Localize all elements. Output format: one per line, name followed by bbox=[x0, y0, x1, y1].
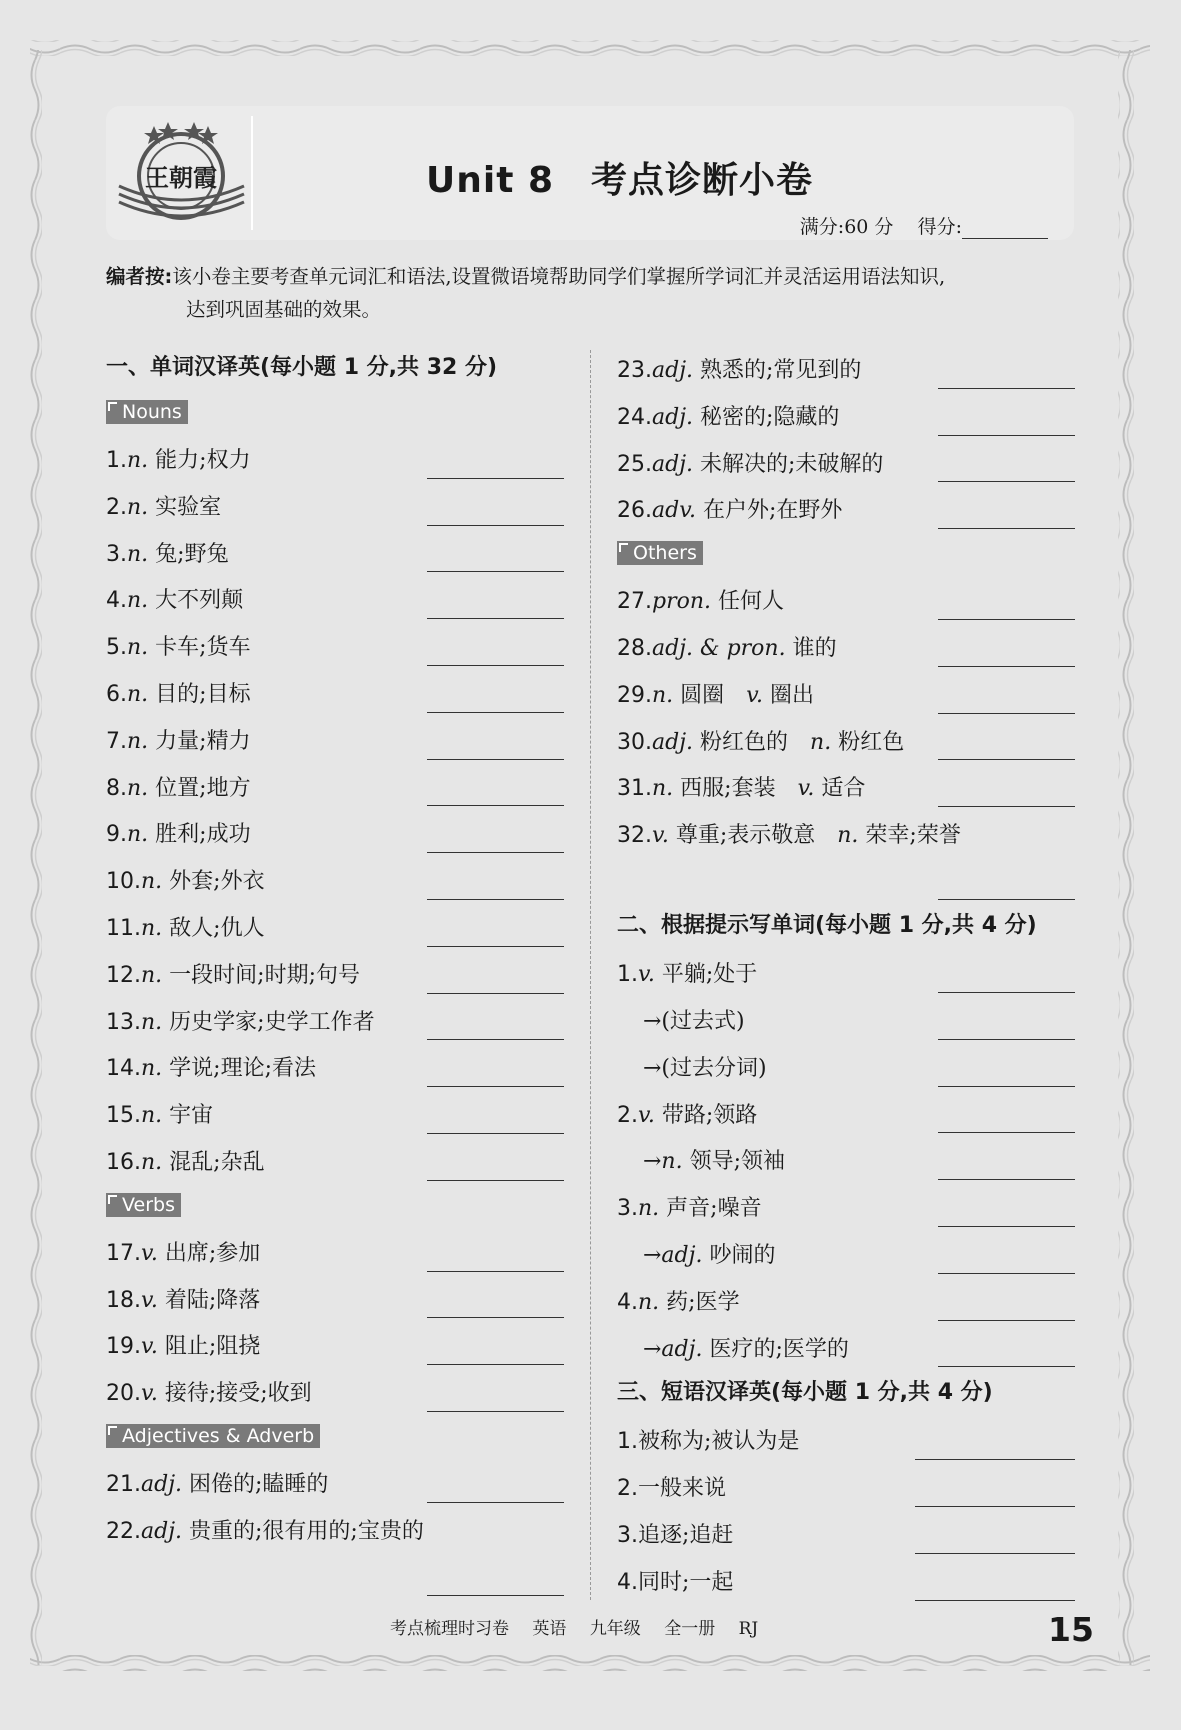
question-item bbox=[617, 1046, 1075, 1093]
question-text: 敌人;仇人 bbox=[169, 915, 265, 941]
answer-blank[interactable] bbox=[427, 1133, 564, 1134]
question-number: 1. bbox=[617, 1429, 638, 1455]
answer-blank[interactable] bbox=[938, 1132, 1075, 1133]
question-text: 胜利;成功 bbox=[155, 822, 251, 848]
question-number: 29. bbox=[617, 682, 652, 708]
question-number: 2. bbox=[617, 1102, 638, 1128]
part-of-speech: n. bbox=[127, 775, 149, 801]
part-of-speech: n. bbox=[127, 541, 149, 567]
part-of-speech: n. bbox=[127, 448, 149, 473]
question-number: 3. bbox=[617, 1196, 638, 1222]
question-text: →(过去分词) bbox=[643, 1055, 767, 1081]
footer-grade: 九年级 bbox=[589, 1619, 641, 1639]
score-line bbox=[800, 212, 1048, 239]
answer-blank[interactable] bbox=[427, 759, 564, 760]
page-title: Unit 8 考点诊断小卷 bbox=[426, 160, 813, 201]
others-list bbox=[617, 579, 1075, 906]
question-item bbox=[617, 1186, 1075, 1233]
question-number: 17. bbox=[106, 1240, 141, 1266]
question-item bbox=[106, 906, 564, 953]
section3-list bbox=[617, 1419, 1075, 1606]
adjectives-list-right bbox=[617, 348, 1075, 535]
part-of-speech: n. bbox=[638, 1196, 660, 1222]
question-number: 21. bbox=[106, 1471, 141, 1497]
question-item bbox=[617, 1560, 1075, 1607]
question-item bbox=[617, 1280, 1075, 1327]
part-of-speech: v. bbox=[141, 1240, 158, 1266]
nouns-list bbox=[106, 438, 564, 1187]
question-item bbox=[106, 1278, 564, 1325]
nouns-tag: Nouns bbox=[106, 400, 188, 424]
note-line1: 该小卷主要考查单元词汇和语法,设置微语境帮助同学们掌握所学词汇并灵活运用语法知识, bbox=[172, 265, 946, 288]
answer-blank[interactable] bbox=[915, 1459, 1075, 1460]
left-column bbox=[106, 348, 564, 1602]
others-tag: Others bbox=[617, 541, 703, 565]
question-text: 声音;噪音 bbox=[666, 1196, 762, 1222]
answer-blank[interactable] bbox=[427, 1271, 564, 1272]
part-of-speech: →n. bbox=[643, 1149, 683, 1175]
logo-text: 王朝霞 bbox=[145, 163, 217, 192]
question-item bbox=[617, 442, 1075, 489]
question-number: 4. bbox=[617, 1289, 638, 1315]
answer-blank[interactable] bbox=[915, 1553, 1075, 1554]
question-text: 一般来说 bbox=[638, 1476, 727, 1502]
question-item bbox=[617, 488, 1075, 535]
part-of-speech: adj. bbox=[141, 1518, 183, 1544]
question-item bbox=[617, 720, 1075, 767]
question-number: 26. bbox=[617, 498, 652, 524]
question-number: 16. bbox=[106, 1149, 141, 1175]
question-item bbox=[617, 952, 1075, 999]
question-text: 吵闹的 bbox=[709, 1242, 776, 1268]
question-item bbox=[106, 438, 564, 485]
question-text: 阻止;阻挠 bbox=[164, 1334, 261, 1360]
question-text: 医疗的;医学的 bbox=[709, 1336, 849, 1362]
question-item bbox=[617, 1233, 1075, 1280]
answer-blank[interactable] bbox=[427, 665, 564, 666]
score-blank[interactable] bbox=[962, 220, 1048, 239]
question-number: 10. bbox=[106, 869, 141, 895]
logo-seal-icon bbox=[114, 114, 249, 234]
part-of-speech: n. bbox=[652, 682, 674, 708]
question-number: 12. bbox=[106, 962, 141, 988]
answer-blank[interactable] bbox=[938, 806, 1075, 807]
part-of-speech: n. bbox=[141, 1009, 163, 1035]
question-text: 宇宙 bbox=[169, 1103, 214, 1129]
question-item bbox=[617, 348, 1075, 395]
part-of-speech: adj. bbox=[652, 451, 694, 477]
part-of-speech: n. bbox=[141, 1103, 163, 1129]
answer-blank[interactable] bbox=[938, 713, 1075, 714]
question-number: 19. bbox=[106, 1334, 141, 1360]
question-text: 领导;领袖 bbox=[689, 1149, 786, 1175]
question-text-2: 荣幸;荣誉 bbox=[865, 823, 961, 849]
question-text: 追逐;追赶 bbox=[638, 1522, 734, 1548]
question-text: 熟悉的;常见到的 bbox=[700, 358, 862, 383]
question-number: 6. bbox=[106, 681, 127, 707]
question-number: 14. bbox=[106, 1056, 141, 1082]
question-text: 接待;接受;收到 bbox=[164, 1381, 312, 1407]
question-item bbox=[106, 578, 564, 625]
question-item bbox=[106, 812, 564, 859]
question-item bbox=[106, 859, 564, 906]
answer-blank[interactable] bbox=[427, 1595, 564, 1596]
question-item bbox=[106, 719, 564, 766]
question-item bbox=[617, 1419, 1075, 1466]
part-of-speech: n. bbox=[141, 915, 163, 941]
footer-volume: 全一册 bbox=[664, 1619, 716, 1639]
question-item bbox=[106, 1000, 564, 1047]
question-item bbox=[106, 1509, 564, 1602]
question-number: 23. bbox=[617, 358, 652, 383]
question-text: 兔;野兔 bbox=[155, 541, 229, 567]
answer-blank[interactable] bbox=[938, 388, 1075, 389]
question-text: 出席;参加 bbox=[164, 1240, 261, 1266]
question-text: 历史学家;史学工作者 bbox=[169, 1009, 375, 1035]
adjectives-tag: Adjectives & Adverb bbox=[106, 1424, 320, 1448]
page-number: 15 bbox=[1048, 1610, 1094, 1649]
note-line2: 达到巩固基础的效果。 bbox=[186, 298, 382, 321]
question-item bbox=[617, 579, 1075, 626]
question-item bbox=[106, 485, 564, 532]
verbs-tag: Verbs bbox=[106, 1193, 181, 1217]
part-of-speech: →adj. bbox=[643, 1242, 703, 1268]
question-number: 20. bbox=[106, 1381, 141, 1407]
section1-title: 一、单词汉译英(每小题 1 分,共 32 分) bbox=[106, 355, 498, 380]
question-item bbox=[106, 1231, 564, 1278]
question-text: 位置;地方 bbox=[155, 775, 251, 801]
question-item bbox=[106, 1371, 564, 1418]
part-of-speech: n. bbox=[127, 588, 149, 614]
footer bbox=[390, 1614, 776, 1639]
question-number: 1. bbox=[617, 962, 638, 988]
question-text: 大不列颠 bbox=[155, 588, 244, 614]
question-item bbox=[617, 395, 1075, 442]
question-text: 粉红色的 bbox=[700, 729, 789, 755]
answer-blank[interactable] bbox=[915, 1600, 1075, 1601]
question-number: 8. bbox=[106, 775, 127, 801]
part-of-speech: →adj. bbox=[643, 1336, 703, 1362]
part-of-speech-2: n. bbox=[810, 729, 832, 755]
question-number: 11. bbox=[106, 915, 141, 941]
answer-blank[interactable] bbox=[427, 525, 564, 526]
question-item bbox=[106, 1093, 564, 1140]
question-number: 3. bbox=[617, 1522, 638, 1548]
answer-blank[interactable] bbox=[938, 435, 1075, 436]
verbs-list bbox=[106, 1231, 564, 1418]
question-item bbox=[617, 673, 1075, 720]
answer-blank[interactable] bbox=[427, 852, 564, 853]
question-text: 实验室 bbox=[155, 494, 222, 520]
part-of-speech: adj. & pron. bbox=[652, 635, 786, 661]
answer-blank[interactable] bbox=[427, 1502, 564, 1503]
footer-series: 考点梳理时习卷 bbox=[390, 1619, 509, 1639]
answer-blank[interactable] bbox=[938, 481, 1075, 482]
question-number: 27. bbox=[617, 589, 652, 615]
question-item bbox=[106, 953, 564, 1000]
part-of-speech: v. bbox=[141, 1334, 158, 1360]
question-item bbox=[617, 766, 1075, 813]
question-item bbox=[617, 1093, 1075, 1140]
question-item bbox=[617, 1139, 1075, 1186]
header-banner bbox=[106, 106, 1074, 240]
question-number: 4. bbox=[106, 588, 127, 614]
part-of-speech: n. bbox=[638, 1289, 660, 1315]
question-text: 尊重;表示敬意 bbox=[675, 823, 816, 849]
header-divider bbox=[251, 116, 253, 230]
answer-blank[interactable] bbox=[427, 805, 564, 806]
question-text-2: 圈出 bbox=[770, 682, 815, 708]
question-text: 能力;权力 bbox=[155, 448, 251, 473]
section3-title: 三、短语汉译英(每小题 1 分,共 4 分) bbox=[617, 1380, 993, 1406]
part-of-speech: adj. bbox=[652, 404, 694, 430]
question-item bbox=[617, 1513, 1075, 1560]
part-of-speech: adj. bbox=[652, 729, 694, 755]
question-number: 2. bbox=[106, 494, 127, 520]
answer-blank[interactable] bbox=[427, 993, 564, 994]
answer-blank[interactable] bbox=[938, 1039, 1075, 1040]
answer-blank[interactable] bbox=[427, 571, 564, 572]
part-of-speech: adj. bbox=[141, 1471, 183, 1497]
part-of-speech-2: v. bbox=[797, 776, 815, 802]
question-number: 25. bbox=[617, 451, 652, 477]
answer-blank[interactable] bbox=[427, 478, 564, 479]
question-number: 3. bbox=[106, 541, 127, 567]
question-item bbox=[106, 1462, 564, 1509]
question-text: 卡车;货车 bbox=[155, 635, 251, 661]
question-number: 1. bbox=[106, 448, 127, 473]
answer-blank[interactable] bbox=[938, 1366, 1075, 1367]
question-number: 22. bbox=[106, 1518, 141, 1544]
footer-edition: RJ bbox=[738, 1619, 759, 1639]
question-number: 9. bbox=[106, 822, 127, 848]
question-text: 力量;精力 bbox=[155, 728, 251, 754]
answer-blank[interactable] bbox=[427, 1180, 564, 1181]
part-of-speech: n. bbox=[652, 776, 674, 802]
question-number: 24. bbox=[617, 404, 652, 430]
question-item bbox=[617, 1327, 1075, 1374]
editor-note bbox=[106, 260, 1081, 326]
part-of-speech: n. bbox=[141, 1149, 163, 1175]
answer-blank[interactable] bbox=[427, 1411, 564, 1412]
question-text: 贵重的;很有用的;宝贵的 bbox=[189, 1518, 424, 1544]
question-item bbox=[106, 532, 564, 579]
answer-blank[interactable] bbox=[427, 946, 564, 947]
question-item bbox=[617, 626, 1075, 673]
question-text: 着陆;降落 bbox=[164, 1287, 261, 1313]
question-text: 学说;理论;看法 bbox=[169, 1056, 316, 1082]
part-of-speech: n. bbox=[141, 962, 163, 988]
question-number: 2. bbox=[617, 1476, 638, 1502]
answer-blank[interactable] bbox=[427, 1086, 564, 1087]
question-text: 秘密的;隐藏的 bbox=[700, 404, 840, 430]
question-text: 目的;目标 bbox=[155, 681, 251, 707]
answer-blank[interactable] bbox=[938, 1273, 1075, 1274]
part-of-speech: adj. bbox=[652, 358, 694, 383]
answer-blank[interactable] bbox=[938, 1086, 1075, 1087]
footer-subject: 英语 bbox=[532, 1619, 567, 1639]
question-number: 15. bbox=[106, 1103, 141, 1129]
answer-blank[interactable] bbox=[938, 992, 1075, 993]
right-column bbox=[617, 348, 1075, 1607]
question-number: 18. bbox=[106, 1287, 141, 1313]
question-item bbox=[617, 999, 1075, 1046]
question-item bbox=[106, 1046, 564, 1093]
question-text: 混乱;杂乱 bbox=[169, 1149, 265, 1175]
question-text: 困倦的;瞌睡的 bbox=[189, 1471, 329, 1497]
part-of-speech: n. bbox=[141, 869, 163, 895]
question-number: 30. bbox=[617, 729, 652, 755]
question-item bbox=[106, 766, 564, 813]
question-item bbox=[106, 625, 564, 672]
section2-list bbox=[617, 952, 1075, 1373]
question-number: 28. bbox=[617, 635, 652, 661]
column-divider bbox=[590, 350, 591, 1600]
score-label: 得分: bbox=[917, 216, 962, 238]
part-of-speech: v. bbox=[652, 823, 669, 849]
answer-blank[interactable] bbox=[938, 666, 1075, 667]
note-label: 编者按: bbox=[106, 265, 173, 288]
question-text-2: 适合 bbox=[821, 776, 866, 802]
adjectives-list-left bbox=[106, 1462, 564, 1602]
answer-blank[interactable] bbox=[915, 1506, 1075, 1507]
part-of-speech: n. bbox=[127, 494, 149, 520]
question-item bbox=[106, 672, 564, 719]
answer-blank[interactable] bbox=[427, 1364, 564, 1365]
question-text: 被称为;被认为是 bbox=[638, 1429, 800, 1455]
part-of-speech: n. bbox=[127, 681, 149, 707]
question-text: 一段时间;时期;句号 bbox=[169, 962, 360, 988]
question-text: 未解决的;未破解的 bbox=[700, 451, 884, 477]
part-of-speech-2: v. bbox=[746, 682, 763, 708]
question-text: 同时;一起 bbox=[638, 1569, 734, 1595]
question-number: 5. bbox=[106, 635, 127, 661]
part-of-speech: v. bbox=[638, 1102, 655, 1128]
question-number: 31. bbox=[617, 776, 652, 802]
answer-blank[interactable] bbox=[938, 1179, 1075, 1180]
part-of-speech: pron. bbox=[652, 589, 712, 615]
question-number: 13. bbox=[106, 1009, 141, 1035]
answer-blank[interactable] bbox=[427, 618, 564, 619]
answer-blank[interactable] bbox=[938, 1226, 1075, 1227]
answer-blank[interactable] bbox=[938, 619, 1075, 620]
answer-blank[interactable] bbox=[427, 1317, 564, 1318]
part-of-speech: n. bbox=[127, 728, 149, 754]
full-score: 满分:60 分 bbox=[799, 216, 894, 238]
question-text: 平躺;处于 bbox=[661, 962, 758, 988]
part-of-speech: v. bbox=[141, 1381, 158, 1407]
question-item bbox=[106, 1140, 564, 1187]
question-text: 药;医学 bbox=[666, 1289, 740, 1315]
answer-blank[interactable] bbox=[938, 899, 1075, 900]
part-of-speech: v. bbox=[141, 1287, 158, 1313]
question-text: 在户外;在野外 bbox=[703, 498, 843, 524]
question-text: 任何人 bbox=[718, 589, 785, 615]
question-number: 7. bbox=[106, 728, 127, 754]
question-number: 4. bbox=[617, 1569, 638, 1595]
answer-blank[interactable] bbox=[427, 899, 564, 900]
question-number: 32. bbox=[617, 823, 652, 849]
part-of-speech: adv. bbox=[652, 498, 697, 524]
question-text: 谁的 bbox=[792, 635, 837, 661]
section2-title: 二、根据提示写单词(每小题 1 分,共 4 分) bbox=[617, 913, 1037, 939]
answer-blank[interactable] bbox=[427, 712, 564, 713]
part-of-speech: v. bbox=[638, 962, 655, 988]
answer-blank[interactable] bbox=[938, 528, 1075, 529]
question-text: 带路;领路 bbox=[661, 1102, 758, 1128]
question-item bbox=[617, 813, 1075, 906]
part-of-speech: n. bbox=[127, 822, 149, 848]
question-item bbox=[106, 1324, 564, 1371]
part-of-speech: n. bbox=[127, 635, 149, 661]
question-text: 圆圈 bbox=[680, 682, 725, 708]
question-text-2: 粉红色 bbox=[838, 729, 905, 755]
question-text: 西服;套装 bbox=[680, 776, 776, 802]
question-text: →(过去式) bbox=[643, 1008, 745, 1034]
part-of-speech: n. bbox=[141, 1056, 163, 1082]
question-item bbox=[617, 1466, 1075, 1513]
question-text: 外套;外衣 bbox=[169, 869, 265, 895]
answer-blank[interactable] bbox=[938, 759, 1075, 760]
part-of-speech-2: n. bbox=[837, 823, 859, 849]
answer-blank[interactable] bbox=[938, 1320, 1075, 1321]
answer-blank[interactable] bbox=[427, 1039, 564, 1040]
